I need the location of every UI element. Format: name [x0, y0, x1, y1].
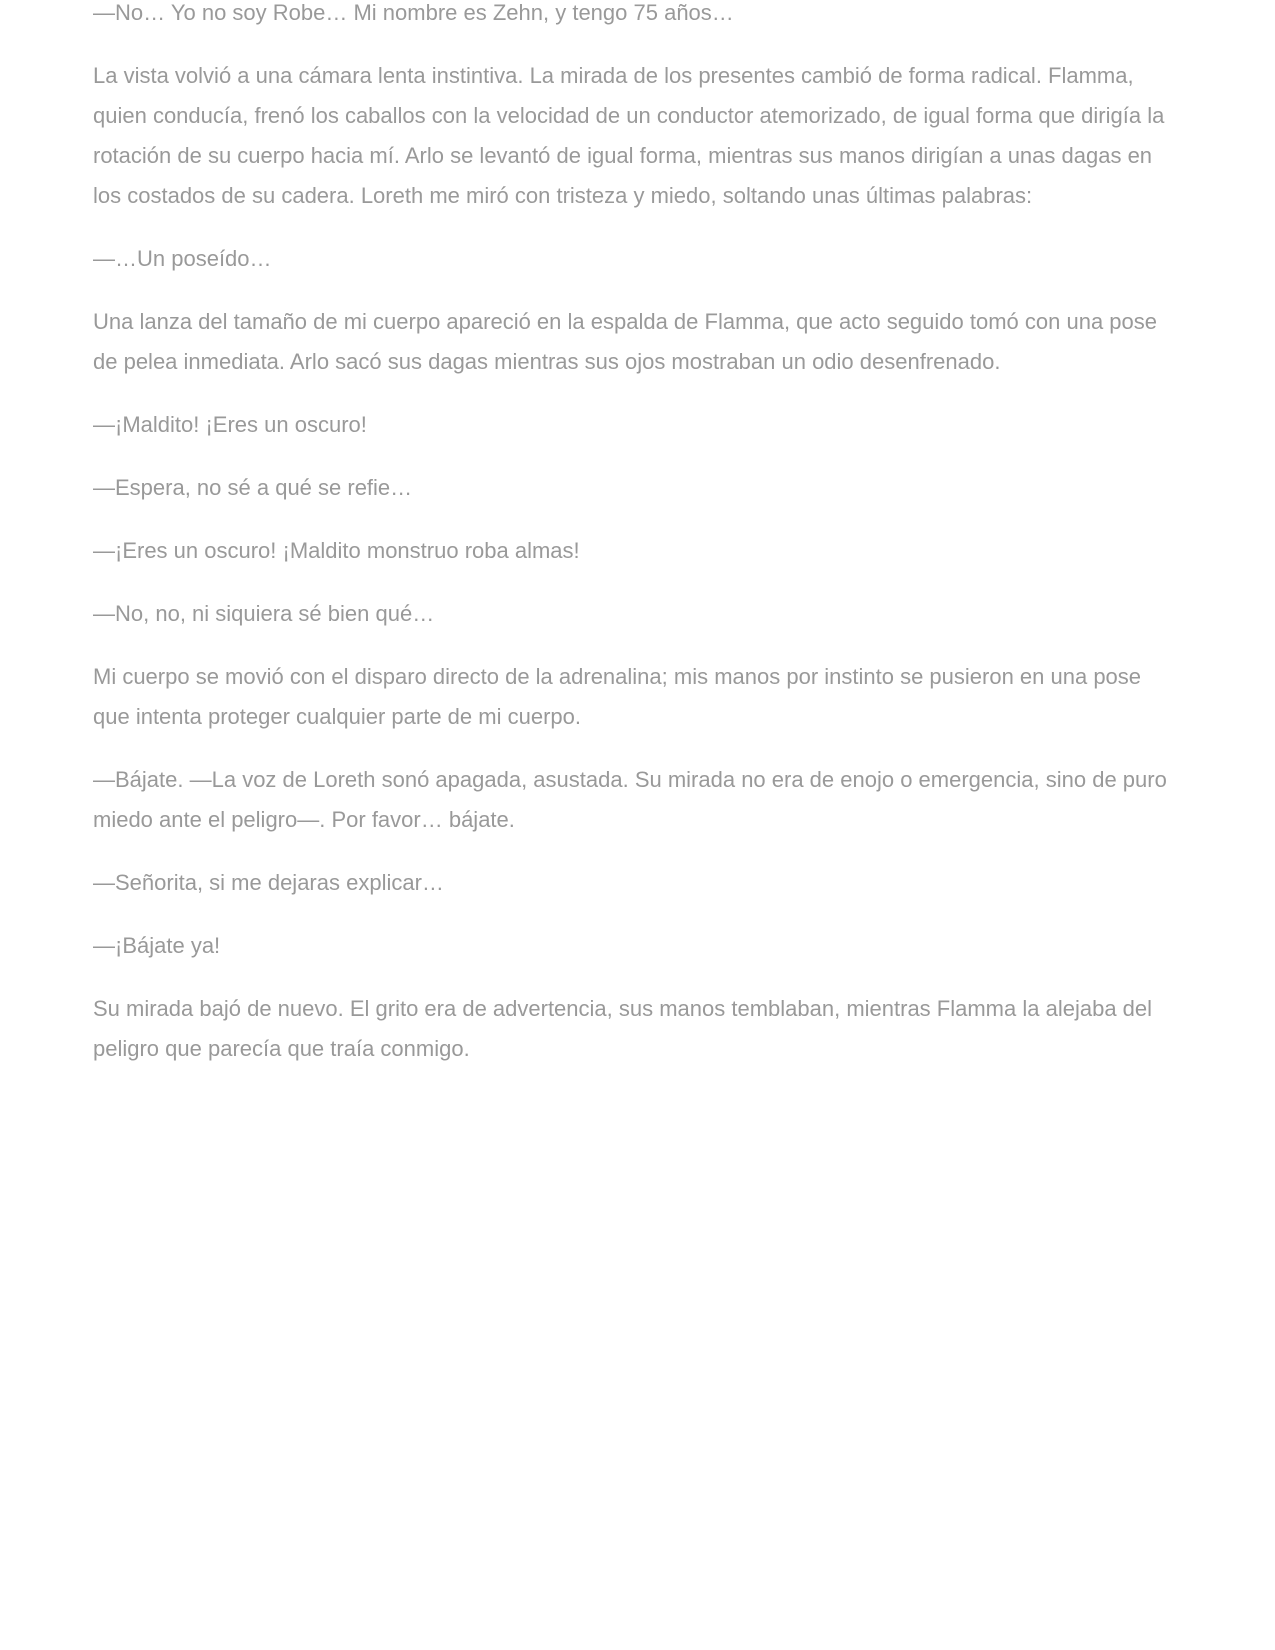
paragraph-dialogue: —Bájate. —La voz de Loreth sonó apagada, asustada. Su mirada no era de enojo o emergencia, sino de puro miedo ante el peligro—. Por favor… bájate.	[93, 767, 1167, 832]
paragraph-dialogue: —Espera, no sé a qué se refie…	[93, 475, 413, 500]
paragraph-dialogue: —…Un poseído…	[93, 246, 272, 271]
paragraph-dialogue: —No… Yo no soy Robe… Mi nombre es Zehn, y tengo 75 años…	[93, 0, 734, 25]
story-text	[93, 0, 1183, 1092]
paragraph-dialogue: —¡Maldito! ¡Eres un oscuro!	[93, 412, 367, 437]
paragraph-dialogue: —No, no, ni siquiera sé bien qué…	[93, 601, 435, 626]
paragraph-narration: Una lanza del tamaño de mi cuerpo apareció en la espalda de Flamma, que acto seguido tomó con una pose de pelea inmediata. Arlo sacó sus dagas mientras sus ojos mostraban un odio desenfrenado.	[93, 309, 1158, 374]
paragraph-narration: Mi cuerpo se movió con el disparo directo de la adrenalina; mis manos por instinto se pusieron en una pose que intenta proteger cualquier parte de mi cuerpo.	[93, 664, 1142, 729]
paragraph-dialogue: —¡Eres un oscuro! ¡Maldito monstruo roba almas!	[93, 538, 580, 563]
paragraph-narration: La vista volvió a una cámara lenta instintiva. La mirada de los presentes cambió de forma radical. Flamma, quien conducía, frenó los caballos con la velocidad de un conductor atemorizado, de igual forma que dirigía la rotación de su cuerpo hacia mí. Arlo se levantó de igual forma, mientras sus manos dirigían a unas dagas en los costados de su cadera. Loreth me miró con tristeza y miedo, soltando unas últimas palabras:	[93, 63, 1165, 208]
paragraph-dialogue: —Señorita, si me dejaras explicar…	[93, 870, 444, 895]
paragraph-dialogue: —¡Bájate ya!	[93, 933, 221, 958]
paragraph-narration: Su mirada bajó de nuevo. El grito era de advertencia, sus manos temblaban, mientras Flamma la alejaba del peligro que parecía que traía conmigo.	[93, 996, 1153, 1061]
